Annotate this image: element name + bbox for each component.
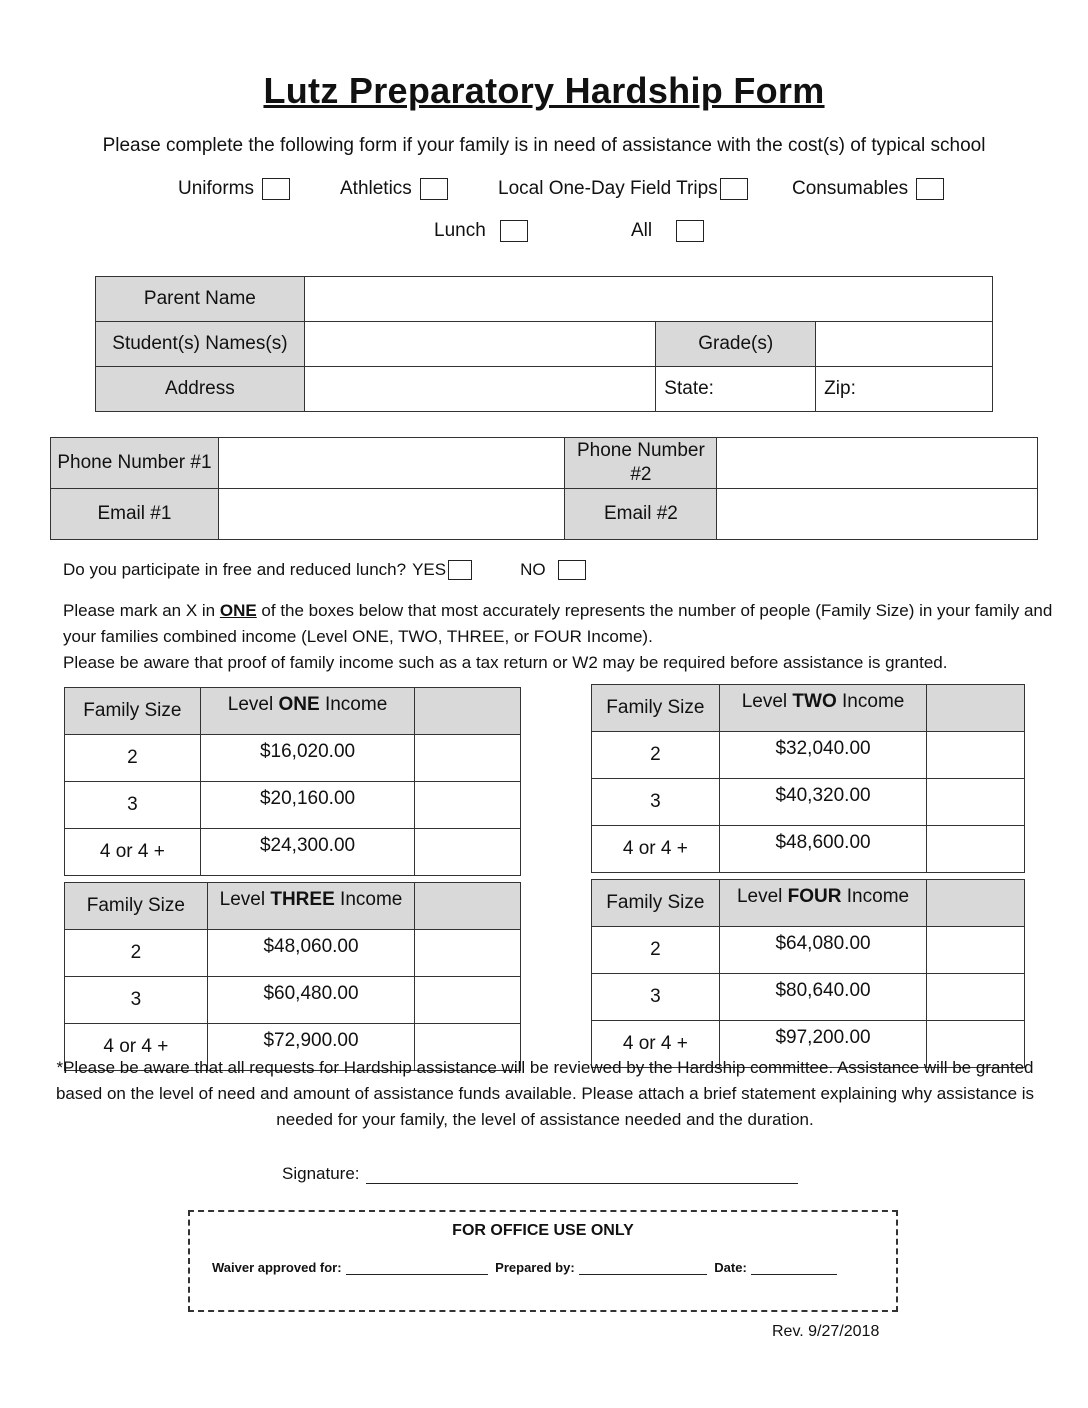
signature-field[interactable]: [366, 1165, 798, 1184]
checkbox-box[interactable]: [676, 220, 704, 242]
income-cell: $80,640.00: [719, 974, 927, 1021]
checkbox-box[interactable]: [262, 178, 290, 200]
checkbox-athletics[interactable]: [340, 178, 448, 200]
level-header-text: Level: [736, 886, 788, 907]
waiver-label: Waiver approved for:: [212, 1260, 342, 1275]
family-size-cell: 3: [592, 974, 720, 1021]
signature-label: Signature:: [282, 1164, 360, 1183]
checkbox-field-trips[interactable]: [498, 178, 748, 200]
level-header-text: Income: [319, 694, 388, 715]
family-size-header: Family Size: [592, 685, 720, 732]
review-note: *Please be aware that all requests for Hardship assistance will be reviewed by the Hardship committee. Assistance will be granted based on the level of need and amount of assistance funds available. Please attach a brief statement explaining why assistance is needed for your family, the level of assistance needed and the duration.: [55, 1058, 1035, 1129]
mark-box[interactable]: [415, 735, 521, 782]
grades-field[interactable]: [816, 322, 993, 367]
intro-text: Please complete the following form if your family is in need of assistance with the cost(s) of typical school: [102, 135, 986, 156]
income-cell: $48,060.00: [207, 930, 415, 977]
prepared-label: Prepared by:: [495, 1260, 575, 1275]
family-size-cell: 2: [65, 735, 201, 782]
family-size-cell: 3: [592, 779, 720, 826]
instructions-emphasis: ONE: [219, 601, 257, 620]
phone1-label: Phone Number #1: [51, 438, 219, 489]
income-cell: $97,200.00: [719, 1021, 927, 1068]
instructions: [63, 598, 1053, 676]
checkbox-lunch[interactable]: [434, 220, 528, 242]
checkbox-label: Local One-Day Field Trips: [498, 178, 718, 199]
income-cell: $60,480.00: [207, 977, 415, 1024]
family-size-header: Family Size: [65, 883, 208, 930]
yes-label: YES: [412, 560, 447, 579]
checkbox-label: Athletics: [340, 178, 412, 199]
income-cell: $24,300.00: [200, 829, 415, 876]
level-header: [719, 880, 927, 927]
mark-box[interactable]: [927, 732, 1025, 779]
email1-label: Email #1: [51, 489, 219, 540]
instructions-text: of the boxes below that most accurately represents the number of people (Family Size) in your family and your families combined income (Level ONE, TWO, THREE, or FOUR Income).: [63, 601, 1053, 646]
grades-label: Grade(s): [656, 322, 816, 367]
checkbox-uniforms[interactable]: [178, 178, 290, 200]
email2-field[interactable]: [717, 489, 1038, 540]
family-size-cell: 2: [592, 732, 720, 779]
office-row: [212, 1260, 896, 1275]
office-heading: FOR OFFICE USE ONLY: [452, 1222, 634, 1239]
table-row: [65, 782, 521, 829]
mark-box[interactable]: [415, 930, 521, 977]
instructions-proof: Please be aware that proof of family income such as a tax return or W2 may be required before assistance is granted.: [63, 653, 948, 672]
table-row: [65, 829, 521, 876]
mark-header: [415, 883, 521, 930]
prepared-field[interactable]: [579, 1262, 707, 1275]
income-cell: $72,900.00: [207, 1024, 415, 1071]
income-cell: $40,320.00: [719, 779, 927, 826]
family-size-cell: 4 or 4 +: [592, 826, 720, 873]
office-use-box: [188, 1210, 898, 1312]
student-names-label: Student(s) Names(s): [96, 322, 305, 367]
table-row: [592, 974, 1025, 1021]
checkbox-all[interactable]: [631, 220, 704, 242]
mark-box[interactable]: [927, 826, 1025, 873]
checkbox-label: Consumables: [792, 178, 909, 199]
mark-box[interactable]: [927, 974, 1025, 1021]
student-names-field[interactable]: [304, 322, 655, 367]
form-title: Lutz Preparatory Hardship Form: [263, 70, 825, 111]
income-cell: $48,600.00: [719, 826, 927, 873]
checkbox-box[interactable]: [720, 178, 748, 200]
mark-header: [927, 880, 1025, 927]
income-cell: $32,040.00: [719, 732, 927, 779]
lunch-question: [63, 560, 586, 580]
income-table-level-three: [64, 882, 521, 1071]
family-size-header: Family Size: [592, 880, 720, 927]
level-name: FOUR: [787, 886, 842, 907]
parent-name-label: Parent Name: [96, 277, 305, 322]
mark-box[interactable]: [927, 779, 1025, 826]
no-label: NO: [520, 560, 546, 579]
level-header-text: Level: [219, 889, 271, 910]
level-header: [207, 883, 415, 930]
yes-checkbox[interactable]: [448, 560, 472, 580]
level-name: ONE: [278, 694, 320, 715]
family-size-header: Family Size: [65, 688, 201, 735]
checkbox-label: Uniforms: [178, 178, 255, 199]
date-label: Date:: [714, 1260, 747, 1275]
table-row: [65, 735, 521, 782]
income-table-level-one: [64, 687, 521, 876]
address-label: Address: [96, 367, 305, 412]
family-info-table: [95, 276, 993, 412]
family-size-cell: 4 or 4 +: [592, 1021, 720, 1068]
family-size-cell: 3: [65, 977, 208, 1024]
checkbox-label: Lunch: [434, 220, 486, 241]
contact-table: [50, 437, 1038, 540]
table-row: [592, 732, 1025, 779]
checkbox-box[interactable]: [420, 178, 448, 200]
level-header-text: Level: [741, 691, 793, 712]
waiver-field[interactable]: [346, 1262, 488, 1275]
level-header-text: Income: [334, 889, 403, 910]
income-table-level-four: [591, 879, 1025, 1068]
family-size-cell: 4 or 4 +: [65, 829, 201, 876]
level-header: [719, 685, 927, 732]
level-name: TWO: [792, 691, 837, 712]
lunch-question-text: Do you participate in free and reduced lunch?: [63, 560, 407, 579]
level-name: THREE: [270, 889, 335, 910]
phone1-field[interactable]: [218, 438, 565, 489]
level-header: [200, 688, 415, 735]
table-row: [65, 930, 521, 977]
parent-name-field[interactable]: [304, 277, 992, 322]
level-header-text: Income: [841, 886, 910, 907]
mark-box[interactable]: [415, 782, 521, 829]
income-cell: $64,080.00: [719, 927, 927, 974]
no-checkbox[interactable]: [558, 560, 586, 580]
level-header-text: Level: [227, 694, 279, 715]
revision-date: Rev. 9/27/2018: [772, 1323, 880, 1340]
checkbox-consumables[interactable]: [792, 178, 944, 200]
income-table-level-two: [591, 684, 1025, 873]
family-size-cell: 2: [592, 927, 720, 974]
instructions-text: Please mark an X in: [63, 601, 220, 620]
mark-box[interactable]: [927, 927, 1025, 974]
date-field[interactable]: [751, 1262, 837, 1275]
table-row: [592, 779, 1025, 826]
checkbox-box[interactable]: [500, 220, 528, 242]
signature-row: [282, 1164, 798, 1184]
mark-header: [927, 685, 1025, 732]
mark-header: [415, 688, 521, 735]
phone2-field[interactable]: [717, 438, 1038, 489]
address-field[interactable]: [304, 367, 655, 412]
email1-field[interactable]: [218, 489, 565, 540]
income-cell: $16,020.00: [200, 735, 415, 782]
email2-label: Email #2: [565, 489, 717, 540]
table-row: [592, 826, 1025, 873]
table-row: [65, 977, 521, 1024]
mark-box[interactable]: [415, 829, 521, 876]
income-cell: $20,160.00: [200, 782, 415, 829]
checkbox-label: All: [631, 220, 653, 241]
family-size-cell: 4 or 4 +: [65, 1024, 208, 1071]
family-size-cell: 2: [65, 930, 208, 977]
phone2-label: Phone Number #2: [565, 438, 717, 489]
checkbox-box[interactable]: [916, 178, 944, 200]
table-row: [592, 927, 1025, 974]
level-header-text: Income: [836, 691, 905, 712]
zip-field[interactable]: Zip:: [816, 367, 993, 412]
family-size-cell: 3: [65, 782, 201, 829]
mark-box[interactable]: [415, 977, 521, 1024]
state-field[interactable]: State:: [656, 367, 816, 412]
